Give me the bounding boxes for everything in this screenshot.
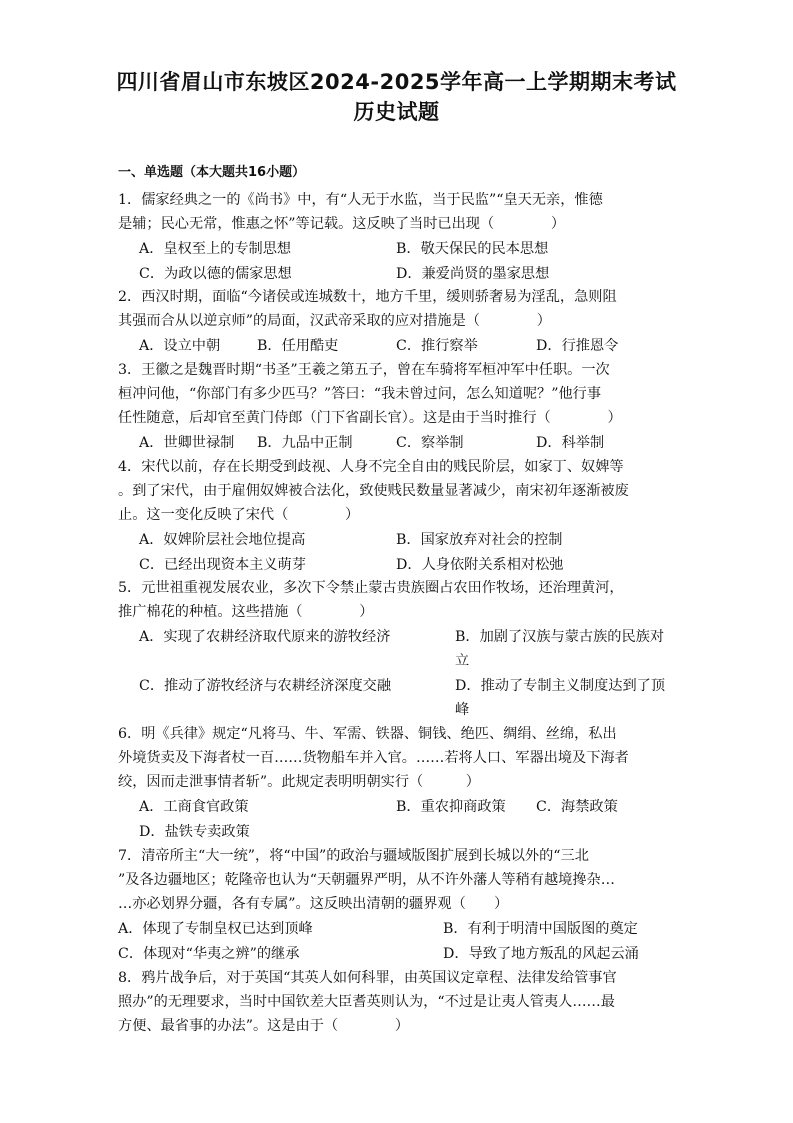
page-subtitle: 历史试题 [353, 100, 440, 124]
question-stem-line: 方便、最省事的办法”。这是由于（ ） [118, 1018, 410, 1034]
question-stem-line: 外境货卖及下海者杖一百……货物船车并入官。……若将人口、军器出境及下海者 [118, 750, 629, 766]
question-5 [118, 576, 678, 624]
question-stem-line: …亦必划界分疆，各有专属”。这反映出清朝的疆界观（ ） [118, 896, 509, 912]
question-stem-line: 其强而合从以逆京师”的局面，汉武帝采取的应对措施是（ ） [118, 313, 551, 329]
option-b[interactable]: B．国家放弃对社会的控制 [396, 532, 563, 548]
question-1 [118, 188, 678, 236]
option-b[interactable]: B．九品中正制 [257, 435, 353, 451]
question-4 [118, 455, 678, 527]
option-d[interactable]: D．科举制 [536, 435, 605, 451]
question-stem-line: 2．西汉时期，面临“今诸侯或连城数十，地方千里，缓则骄奢易为淫乱，急则阻 [118, 289, 617, 305]
option-c[interactable]: C．海禁政策 [536, 799, 618, 815]
question-stem-line: 7．清帝所主“大一统”，将“中国”的政治与疆域版图扩展到长城以外的“三北 [118, 848, 589, 864]
question-6 [118, 722, 678, 794]
question-stem-line: 是辅；民心无常，惟惠之怀”等记载。这反映了当时已出现（ ） [118, 216, 566, 232]
option-c[interactable]: C．为政以德的儒家思想 [139, 266, 292, 282]
question-stem-line: 5．元世祖重视发展农业，多次下令禁止蒙古贵族圈占农田作牧场，还治理黄河， [118, 580, 624, 596]
option-d[interactable]: D．兼爱尚贤的墨家思想 [396, 266, 550, 282]
option-d[interactable]: D．盐铁专卖政策 [139, 824, 250, 840]
question-stem-line: 桓冲问他，“你部门有多少匹马？”答曰：“我未曾过问，怎么知道呢？”他行事 [118, 386, 602, 402]
option-c[interactable]: C．已经出现资本主义萌芽 [139, 557, 306, 573]
question-stem-line: 3．王徽之是魏晋时期“书圣”王羲之第五子，曾在车骑将军桓冲军中任职。一次 [118, 362, 610, 378]
question-stem-line: 6．明《兵律》规定“凡将马、牛、军需、铁器、铜钱、绝匹、绸绢、丝绵，私出 [118, 726, 617, 742]
option-d[interactable]: D．行推恩令 [536, 338, 619, 354]
option-a[interactable]: A．设立中朝 [139, 338, 221, 354]
option-b[interactable]: B．敬天保民的民本思想 [396, 241, 549, 257]
option-b[interactable]: B．加剧了汉族与蒙古族的民族对立 [455, 629, 665, 669]
option-a[interactable]: A．奴婢阶层社会地位提高 [139, 532, 306, 548]
section-heading: 一、单选题（本大题共16小题） [118, 165, 306, 180]
page-title: 四川省眉山市东坡区2024-2025学年高一上学期期末考试 [116, 70, 677, 94]
question-stem-line: 4．宋代以前，存在长期受到歧视、人身不完全自由的贱民阶层，如家丁、奴婢等 [118, 459, 624, 475]
option-c[interactable]: C．推动了游牧经济与农耕经济深度交融 [139, 678, 392, 694]
option-c[interactable]: C．推行察举 [396, 338, 478, 354]
question-7 [118, 844, 678, 916]
question-8 [118, 966, 678, 1038]
question-stem-line: 。到了宋代，由于雇佣奴婢被合法化，致使贱民数量显著减少，南宋初年逐渐被废 [118, 483, 629, 499]
option-b[interactable]: B．任用酷吏 [257, 338, 339, 354]
option-a[interactable]: A．世卿世禄制 [139, 435, 235, 451]
option-b[interactable]: B．重农抑商政策 [396, 799, 506, 815]
question-stem-line: ”及各边疆地区；乾隆帝也认为“天朝疆界严明，从不许外藩人等稍有越境搀杂… [118, 872, 615, 888]
option-d[interactable]: D．人身依附关系相对松弛 [396, 557, 564, 573]
option-a[interactable]: A．皇权至上的专制思想 [139, 241, 292, 257]
question-stem-line: 8．鸦片战争后，对于英国“其英人如何科罪，由英国议定章程、法律发给管事官 [118, 970, 617, 986]
option-d[interactable]: D．导致了地方叛乱的风起云涌 [443, 946, 639, 962]
question-2 [118, 285, 678, 333]
option-a[interactable]: A．工商食官政策 [139, 799, 249, 815]
question-stem-line: 照办”的无理要求，当时中国钦差大臣耆英则认为，“不过是让夷人管夷人……最 [118, 994, 615, 1010]
question-stem-line: 任性随意，后却官至黄门侍郎（门下省副长官）。这是由于当时推行（ ） [118, 410, 622, 426]
option-c[interactable]: C．体现对“华夷之辨”的继承 [118, 946, 300, 962]
option-a[interactable]: A．体现了专制皇权已达到顶峰 [118, 921, 313, 937]
question-stem-line: 绞，因而走泄事情者斩”。此规定表明明朝实行（ ） [118, 774, 480, 790]
question-stem-line: 止。这一变化反映了宋代（ ） [118, 507, 360, 523]
question-stem-line: 1．儒家经典之一的《尚书》中，有“人无于水监，当于民监”“皇天无亲，惟德 [118, 192, 603, 208]
question-3 [118, 358, 678, 430]
option-d[interactable]: D．推动了专制主义制度达到了顶峰 [455, 678, 666, 718]
option-a[interactable]: A．实现了农耕经济取代原来的游牧经济 [139, 629, 391, 645]
question-stem-line: 推广棉花的种植。这些措施（ ） [118, 604, 374, 620]
option-b[interactable]: B．有利于明清中国版图的奠定 [443, 921, 638, 937]
option-c[interactable]: C．察举制 [396, 435, 464, 451]
